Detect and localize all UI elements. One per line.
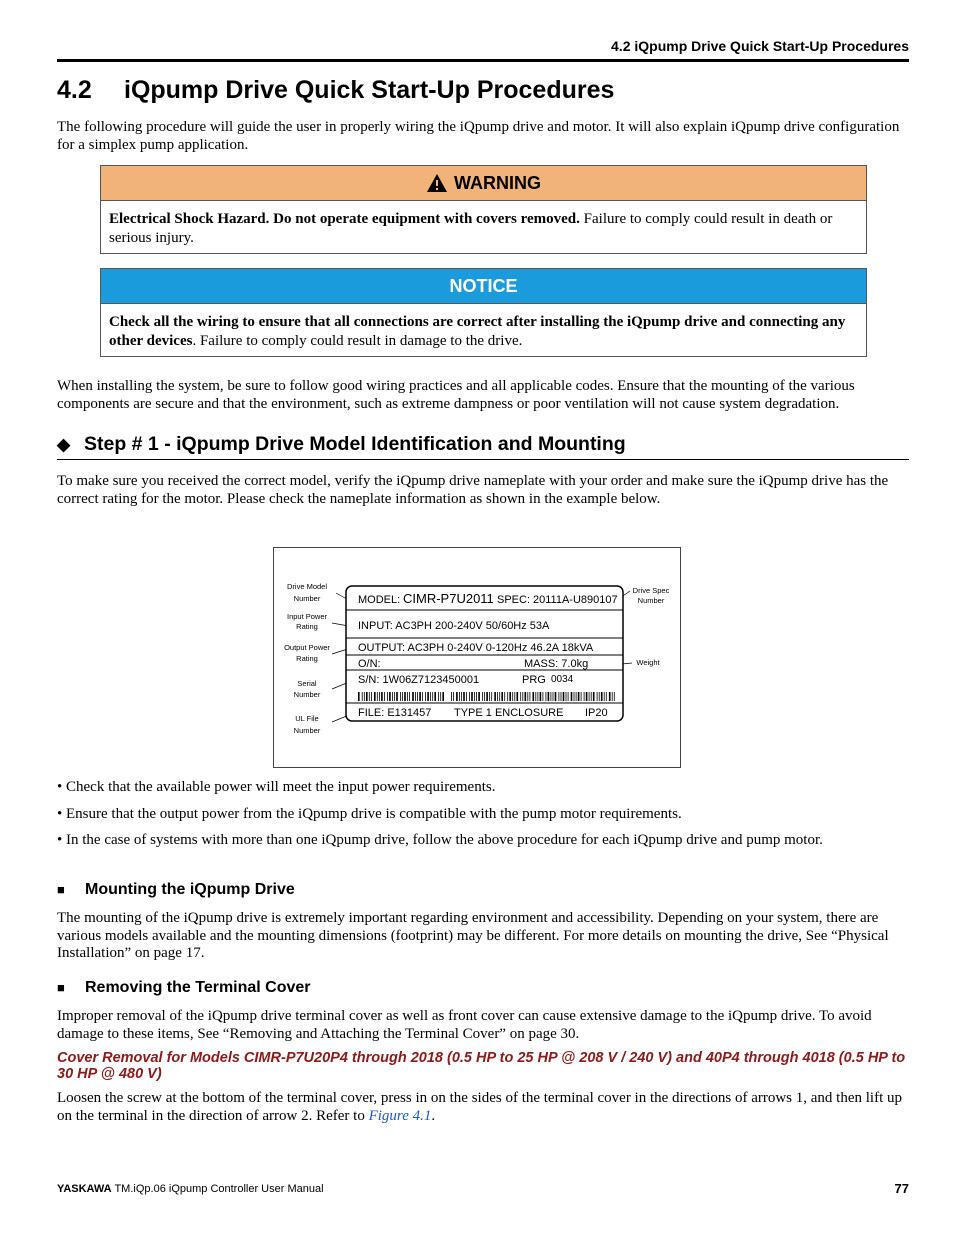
warning-bold-text: Electrical Shock Hazard. Do not operate equipment with covers removed. xyxy=(109,211,580,227)
square-bullet-icon: ■ xyxy=(57,980,65,995)
barcode-bar xyxy=(507,692,508,701)
footer xyxy=(57,1183,324,1195)
barcode-bar xyxy=(546,692,547,701)
barcode-bar xyxy=(491,692,492,701)
step1-title: Step # 1 - iQpump Drive Model Identification and Mounting xyxy=(84,433,626,455)
barcode-bar xyxy=(374,692,376,701)
barcode-bar xyxy=(614,692,615,701)
plate-model-value: CIMR-P7U2011 xyxy=(403,591,494,606)
barcode-bar xyxy=(509,692,511,701)
barcode-bar xyxy=(535,692,536,701)
barcode-bar xyxy=(533,692,535,701)
barcode-bar xyxy=(514,692,515,701)
barcode-bar xyxy=(612,692,613,701)
barcode-bar xyxy=(392,692,393,701)
figure-4-1-link[interactable]: Figure 4.1 xyxy=(368,1107,432,1124)
header-rule xyxy=(57,59,909,62)
mounting-heading xyxy=(57,881,295,899)
barcode-bar xyxy=(415,692,416,701)
barcode-bar xyxy=(476,692,477,701)
barcode-bar xyxy=(442,692,444,701)
cover-removal-text: Loosen the screw at the bottom of the terminal cover, press in on the sides of the terminal cover in the directions of arrows 1, and then lift up on the terminal in the direction of arrow 2. Refer to xyxy=(57,1090,902,1124)
cover-removal-subheading: Cover Removal for Models CIMR-P7U20P4 through 2018 (0.5 HP to 25 HP @ 208 V / 240 V) and 40P4 through 4018 (0.5 HP to 30 HP @ 480 V) xyxy=(57,1050,906,1082)
barcode-bar xyxy=(430,692,431,701)
barcode-bar xyxy=(425,692,426,701)
running-header: 4.2 iQpump Drive Quick Start-Up Procedures xyxy=(611,38,909,54)
plate-input: INPUT: AC3PH 200-240V 50/60Hz 53A xyxy=(358,620,550,632)
barcode-bar xyxy=(597,692,598,701)
notice-box xyxy=(100,268,867,357)
barcode-bar xyxy=(578,692,580,701)
barcode-bar xyxy=(530,692,531,701)
installation-paragraph: When installing the system, be sure to follow good wiring practices and all applicable codes. Ensure that the mounting of the various components are secure and that the environment, such as extreme dampness or poor ventilation will not cause system degradation. xyxy=(57,378,855,412)
bullet-item: • Ensure that the output power from the iQpump drive is compatible with the pump motor requirements. xyxy=(57,806,682,822)
step1-paragraph: To make sure you received the correct model, verify the iQpump drive nameplate with your order and make sure the iQpump drive has the correct rating for the motor. Please check the nameplate information as shown in the example below. xyxy=(57,473,889,507)
plate-serial: S/N: 1W06Z7123450001 xyxy=(358,674,480,686)
plate-prg-label: PRG xyxy=(522,674,546,686)
barcode-bar xyxy=(494,692,496,701)
plate-mass: MASS: 7.0kg xyxy=(524,658,589,670)
barcode-bar xyxy=(394,692,395,701)
barcode-graphic xyxy=(358,692,615,701)
barcode-bar xyxy=(440,692,441,701)
plate-output: OUTPUT: AC3PH 0-240V 0-120Hz 46.2A 18kVA xyxy=(358,642,594,654)
barcode-bar xyxy=(482,692,483,701)
barcode-bar xyxy=(453,692,454,701)
warning-label: WARNING xyxy=(454,172,541,193)
barcode-bar xyxy=(451,692,452,701)
barcode-bar xyxy=(576,692,577,701)
barcode-bar xyxy=(461,692,462,701)
warning-triangle-icon xyxy=(426,173,448,193)
barcode-bar xyxy=(474,692,475,701)
step1-rule xyxy=(57,459,909,460)
plate-ip: IP20 xyxy=(585,707,608,719)
barcode-bar xyxy=(512,692,513,701)
barcode-bar xyxy=(563,692,565,701)
callout-output-line1: Output Power xyxy=(284,643,330,652)
callout-input-line2: Rating xyxy=(296,622,318,631)
barcode-bar xyxy=(586,692,588,701)
cover-removal-paragraph xyxy=(57,1090,909,1125)
notice-text: . Failure to comply could result in damage to the drive. xyxy=(192,333,523,349)
barcode-bar xyxy=(486,692,488,701)
footer-brand: YASKAWA xyxy=(57,1183,112,1195)
barcode-bar xyxy=(469,692,470,701)
barcode-bar xyxy=(364,692,365,701)
barcode-bar xyxy=(377,692,378,701)
barcode-bar xyxy=(422,692,423,701)
mounting-title: Mounting the iQpump Drive xyxy=(85,881,295,898)
barcode-bar xyxy=(504,692,505,701)
barcode-bar xyxy=(489,692,490,701)
barcode-bar xyxy=(520,692,521,701)
barcode-bar xyxy=(466,692,467,701)
section-number: 4.2 xyxy=(57,76,92,104)
barcode-bar xyxy=(574,692,575,701)
nameplate-drawing xyxy=(274,548,680,767)
barcode-bar xyxy=(551,692,552,701)
mounting-paragraph: The mounting of the iQpump drive is extremely important regarding environment and accessibility. Depending on your system, there are various models available and the mounting dimensions (footprint) may be different. For more details on mounting the drive, See “Physical Installation” on page 17. xyxy=(57,910,889,961)
barcode-bar xyxy=(609,692,611,701)
barcode-bar xyxy=(366,692,368,701)
callout-serial-line1: Serial xyxy=(297,679,317,688)
barcode-bar xyxy=(522,692,523,701)
section-heading xyxy=(57,76,614,105)
warning-body xyxy=(101,201,866,253)
square-bullet-icon: ■ xyxy=(57,882,65,897)
barcode-bar xyxy=(358,692,360,701)
barcode-bar xyxy=(371,692,372,701)
barcode-bar xyxy=(589,692,590,701)
nameplate-figure xyxy=(273,547,681,768)
barcode-bar xyxy=(571,692,573,701)
barcode-bar xyxy=(432,692,433,701)
callout-input-line1: Input Power xyxy=(286,612,328,621)
callout-output-line2: Rating xyxy=(296,654,318,663)
barcode-bar xyxy=(434,692,436,701)
barcode-bar xyxy=(412,692,414,701)
callout-serial-line2: Number xyxy=(293,690,321,699)
section-title: iQpump Drive Quick Start-Up Procedures xyxy=(124,76,615,104)
barcode-bar xyxy=(497,692,498,701)
callout-drive-model-line1: Drive Model xyxy=(286,582,328,591)
barcode-bar xyxy=(456,692,458,701)
barcode-bar xyxy=(438,692,439,701)
step1-heading xyxy=(57,433,626,456)
barcode-bar xyxy=(409,692,410,701)
callout-spec-line1: Drive Spec xyxy=(632,586,670,595)
barcode-bar xyxy=(484,692,485,701)
barcode-bar xyxy=(566,692,567,701)
warning-box xyxy=(100,165,867,254)
barcode-bar xyxy=(527,692,528,701)
barcode-bar xyxy=(601,692,603,701)
barcode-bar xyxy=(404,692,406,701)
barcode-bar xyxy=(389,692,391,701)
barcode-bar xyxy=(555,692,557,701)
footer-doc-title: TM.iQp.06 iQpump Controller User Manual xyxy=(111,1183,324,1195)
barcode-bar xyxy=(606,692,607,701)
callout-spec-line2: Number xyxy=(637,596,665,605)
barcode-bar xyxy=(501,692,503,701)
plate-spec-label: SPEC: xyxy=(497,594,531,606)
barcode-bar xyxy=(584,692,585,701)
barcode-bar xyxy=(387,692,388,701)
diamond-bullet-icon: ◆ xyxy=(57,435,71,454)
barcode-bar xyxy=(459,692,460,701)
barcode-bar xyxy=(463,692,465,701)
barcode-bar xyxy=(471,692,473,701)
callout-ul-line2: Number xyxy=(293,726,321,735)
barcode-bar xyxy=(419,692,421,701)
barcode-bar xyxy=(553,692,554,701)
barcode-bar xyxy=(548,692,550,701)
barcode-bar xyxy=(369,692,370,701)
notice-bold-text: Check all the wiring to ensure that all connections are correct after installing the iQpump drive and connecting any other devices xyxy=(109,314,846,349)
barcode-bar xyxy=(362,692,363,701)
barcode-bar xyxy=(400,692,401,701)
barcode-bar xyxy=(396,692,398,701)
notice-header: NOTICE xyxy=(101,269,866,304)
barcode-bar xyxy=(591,692,592,701)
barcode-bar xyxy=(568,692,569,701)
page-number: 77 xyxy=(894,1181,909,1196)
barcode-bar xyxy=(593,692,595,701)
barcode-bar xyxy=(379,692,380,701)
warning-header xyxy=(101,166,866,201)
barcode-bar xyxy=(407,692,408,701)
barcode-bar xyxy=(599,692,600,701)
plate-spec-value: 20111A-U890107 xyxy=(533,594,618,606)
barcode-bar xyxy=(543,692,544,701)
bullet-item: • In the case of systems with more than one iQpump drive, follow the above procedure for each iQpump drive and pump motor. xyxy=(57,832,823,848)
notice-body xyxy=(101,304,866,356)
terminal-title: Removing the Terminal Cover xyxy=(85,979,311,996)
barcode-bar xyxy=(538,692,539,701)
intro-paragraph: The following procedure will guide the user in properly wiring the iQpump drive and motor. It will also explain iQpump drive configuration for a simplex pump application. xyxy=(57,119,900,153)
barcode-bar xyxy=(417,692,418,701)
callout-ul-line1: UL File xyxy=(295,714,319,723)
terminal-paragraph: Improper removal of the iQpump drive terminal cover as well as front cover can cause extensive damage to the iQpump drive. To avoid damage to these items, See “Removing and Attaching the Terminal Cover” on page 30. xyxy=(57,1008,872,1042)
plate-file: FILE: E131457 xyxy=(358,707,432,719)
warning-text: Failure to comply could result in death or serious injury. xyxy=(109,211,833,246)
barcode-bar xyxy=(478,692,480,701)
plate-prg-value: 0034 xyxy=(551,674,574,685)
barcode-bar xyxy=(517,692,519,701)
barcode-bar xyxy=(540,692,542,701)
plate-enclosure: TYPE 1 ENCLOSURE xyxy=(454,707,564,719)
callout-weight: Weight xyxy=(636,658,660,667)
terminal-heading xyxy=(57,979,311,997)
callout-drive-model-line2: Number xyxy=(293,594,321,603)
barcode-bar xyxy=(427,692,429,701)
barcode-bar xyxy=(559,692,560,701)
barcode-bar xyxy=(381,692,383,701)
barcode-bar xyxy=(525,692,527,701)
cover-removal-end: . xyxy=(431,1107,436,1124)
plate-model-label: MODEL: xyxy=(358,594,401,606)
barcode-bar xyxy=(581,692,582,701)
barcode-bar xyxy=(561,692,562,701)
barcode-bar xyxy=(402,692,403,701)
barcode-bar xyxy=(604,692,605,701)
barcode-bar xyxy=(499,692,500,701)
bullet-item: • Check that the available power will meet the input power requirements. xyxy=(57,779,496,795)
plate-on: O/N: xyxy=(358,658,381,670)
barcode-bar xyxy=(384,692,385,701)
